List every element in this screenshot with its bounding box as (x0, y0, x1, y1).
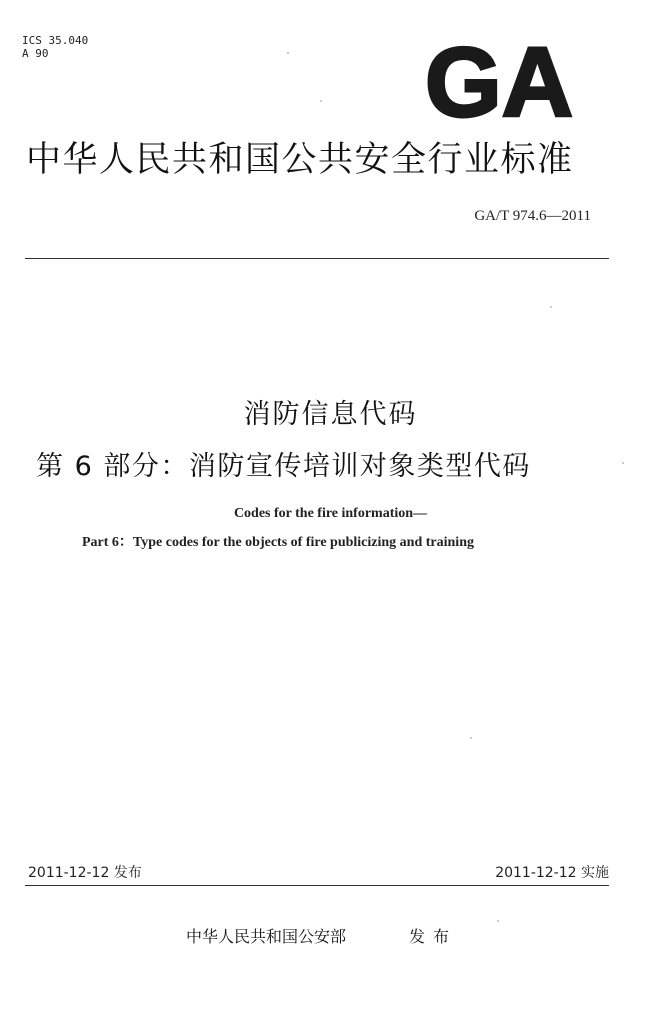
header-divider (25, 258, 609, 259)
ics-code: ICS 35.040 (22, 34, 89, 47)
implementation-date: 2011-12-12 实施 (495, 865, 609, 881)
issue-date: 2011-12-12 发布 (28, 865, 142, 881)
issue-verb: 发布 (409, 927, 458, 946)
scan-speck (287, 52, 289, 54)
footer-divider (25, 885, 609, 886)
standard-code: GA/T 974.6—2011 (474, 208, 591, 224)
scan-speck (497, 920, 499, 922)
scan-speck (320, 100, 322, 102)
scan-speck (550, 306, 552, 308)
title-cn-main: 消防信息代码 (243, 399, 418, 430)
title-en-main: Codes for the fire information— (233, 506, 428, 521)
ga-logo-text: GA (425, 38, 573, 120)
classification-codes (22, 34, 88, 60)
scan-speck (470, 737, 472, 739)
ga-logo (425, 38, 575, 120)
organization-title: 中华人民共和国公共安全行业标准 (26, 140, 574, 180)
issuing-authority: 中华人民共和国公安部 (186, 927, 347, 946)
title-en-part: Part 6：Type codes for the objects of fire publicizing and training (82, 535, 474, 550)
title-cn-part: 第 6 部分：消防宣传培训对象类型代码 (36, 451, 531, 482)
scan-speck (622, 462, 624, 464)
ccs-code: A 90 (22, 47, 49, 60)
